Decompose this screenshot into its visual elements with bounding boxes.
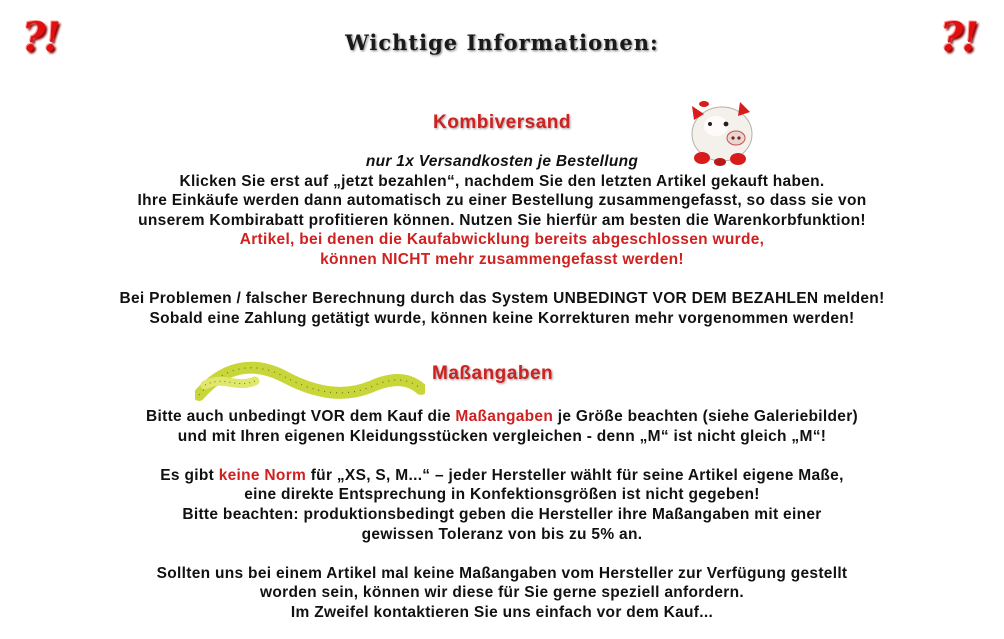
kombiversand-line-3: unserem Kombirabatt profitieren können. Nutzen Sie hierfür am besten die Warenkorbfunktion! bbox=[138, 211, 866, 229]
massangaben-paragraph-1-line-1: Bitte auch unbedingt VOR dem Kauf die Maßangaben je Größe beachten (siehe Galeriebilder) bbox=[146, 408, 858, 425]
massangaben-paragraph-1-line-2: und mit Ihren eigenen Kleidungsstücken vergleichen - denn „M“ ist nicht gleich „M“! bbox=[177, 427, 827, 445]
kombiversand-line-1: Klicken Sie erst auf „jetzt bezahlen“, nachdem Sie den letzten Artikel gekauft haben. bbox=[179, 172, 825, 190]
problem-line-2: Sobald eine Zahlung getätigt wurde, können keine Korrekturen mehr vorgenommen werden! bbox=[149, 309, 855, 327]
massangaben-highlight: Maßangaben bbox=[455, 408, 554, 425]
page-title: Wichtige Informationen: bbox=[345, 30, 659, 55]
question-exclamation-mark-right: ?! bbox=[940, 14, 977, 61]
massangaben-paragraph-2-line-4: gewissen Toleranz von bis zu 5% an. bbox=[361, 525, 643, 543]
question-exclamation-mark-left: ?! bbox=[22, 14, 59, 61]
kombiversand-warning-1: Artikel, bei denen die Kaufabwicklung bereits abgeschlossen wurde, bbox=[239, 231, 765, 249]
massangaben-paragraph-2-line-2: eine direkte Entsprechung in Konfektionsgrößen ist nicht gegeben! bbox=[244, 486, 760, 504]
keine-norm-highlight: keine Norm bbox=[218, 466, 307, 484]
measuring-tape-icon bbox=[195, 355, 425, 405]
kombiversand-heading: Kombiversand bbox=[433, 112, 571, 133]
problem-line-1: Bei Problemen / falscher Berechnung durch das System UNBEDINGT VOR DEM BEZAHLEN melden! bbox=[119, 290, 885, 308]
kombiversand-subtitle: nur 1x Versandkosten je Bestellung bbox=[365, 153, 639, 170]
massangaben-paragraph-2-line-3: Bitte beachten: produktionsbedingt geben die Hersteller ihre Maßangaben mit einer bbox=[182, 505, 822, 523]
massangaben-heading: Maßangaben bbox=[432, 363, 554, 384]
kombiversand-line-2: Ihre Einkäufe werden dann automatisch zu einer Bestellung zusammengefasst, so dass sie von bbox=[137, 192, 867, 210]
massangaben-paragraph-3-line-1: Sollten uns bei einem Artikel mal keine Maßangaben vom Hersteller zur Verfügung gestellt bbox=[156, 564, 848, 582]
massangaben-block bbox=[0, 407, 1004, 623]
kombiversand-warning-2: können NICHT mehr zusammengefasst werden! bbox=[320, 250, 684, 268]
massangaben-paragraph-3-line-3: Im Zweifel kontaktieren Sie uns einfach vor dem Kauf... bbox=[290, 603, 714, 621]
kombiversand-block bbox=[0, 152, 1004, 328]
massangaben-paragraph-3-line-2: worden sein, können wir diese für Sie gerne speziell anfordern. bbox=[259, 584, 744, 602]
massangaben-paragraph-2-line-1: Es gibt keine Norm für „XS, S, M...“ – jeder Hersteller wählt für seine Artikel eigene Maße, bbox=[160, 466, 844, 484]
